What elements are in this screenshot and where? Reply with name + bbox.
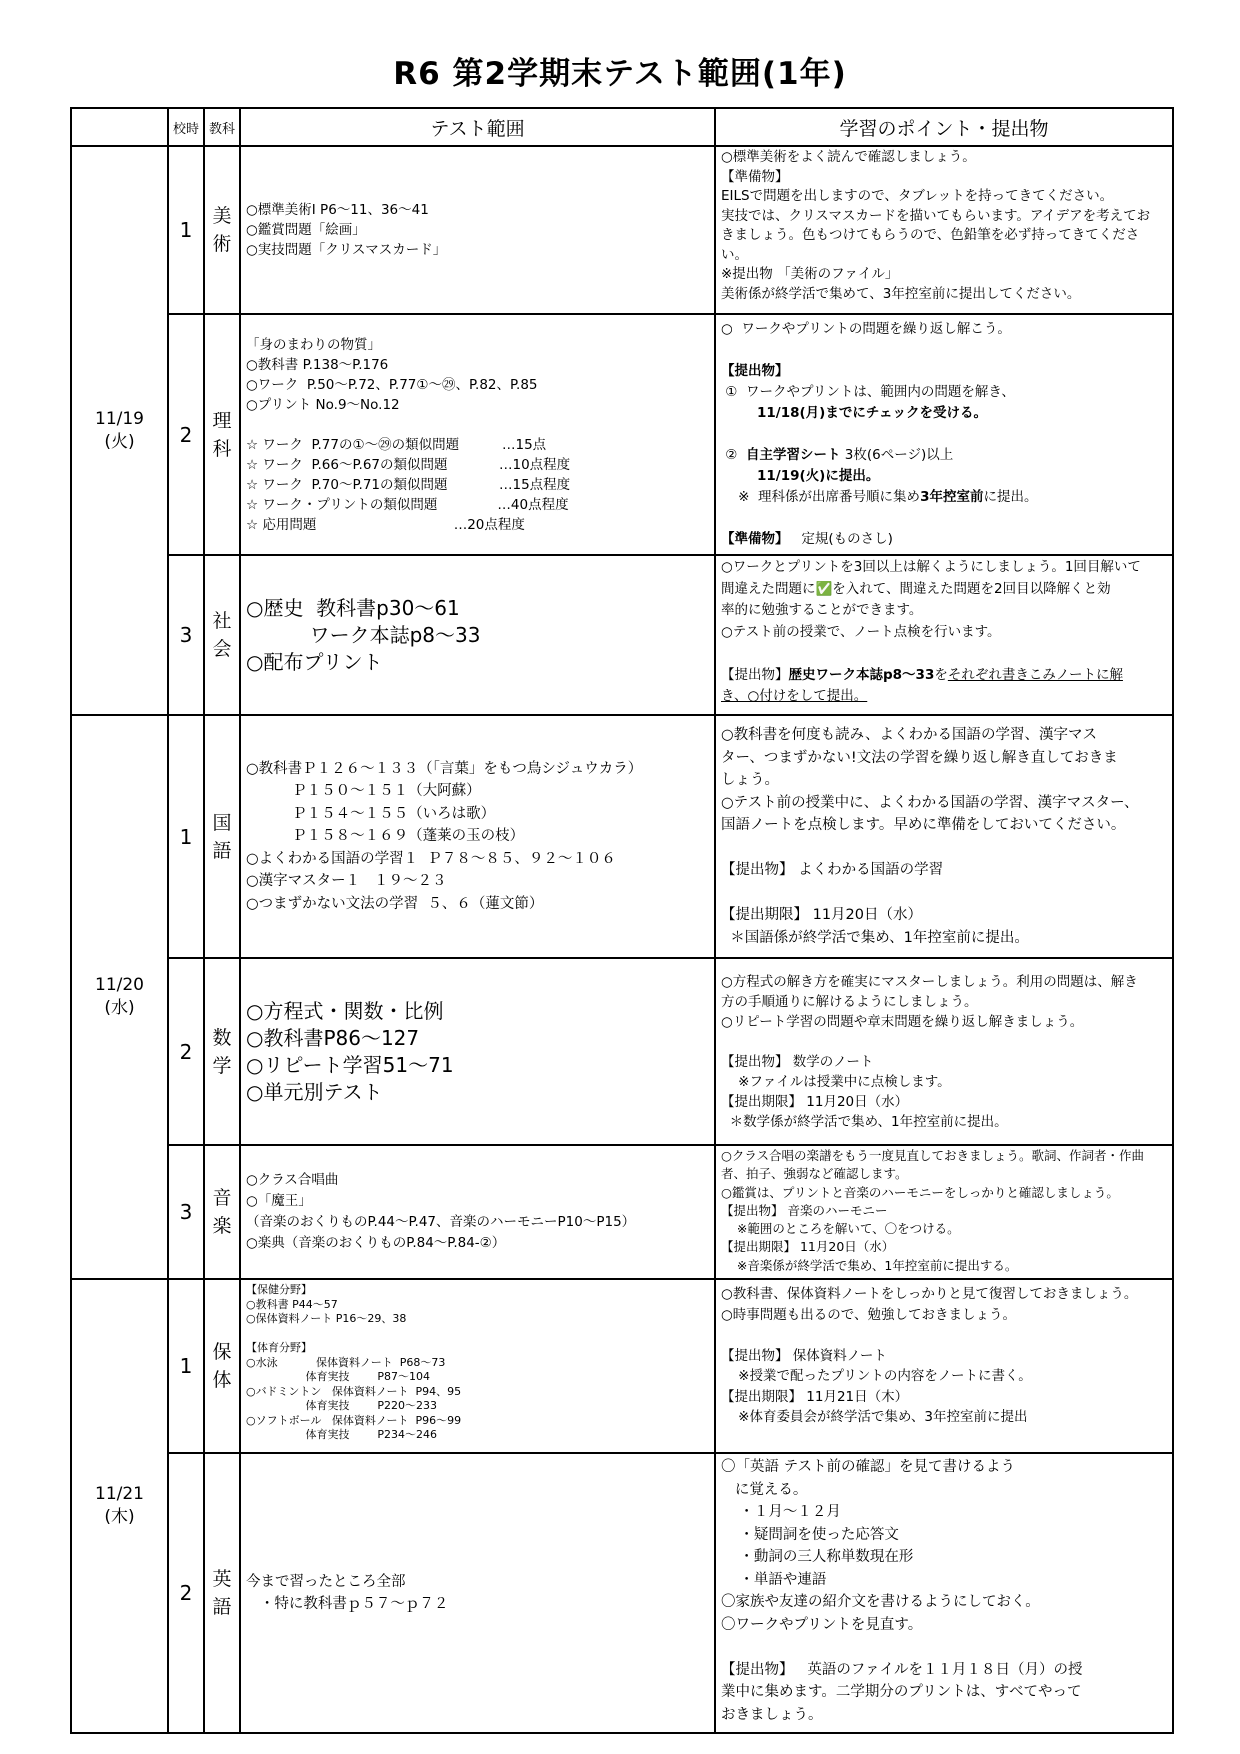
table-row bbox=[71, 1453, 1173, 1733]
header-blank bbox=[71, 108, 168, 146]
date-cell bbox=[71, 146, 168, 715]
range-line: 【保健分野】 bbox=[246, 1283, 312, 1297]
period-cell: 2 bbox=[168, 1453, 204, 1733]
range-line: 体育実技 P234～246 bbox=[246, 1428, 438, 1442]
range-line: ○保体資料ノート P16～29、38 bbox=[246, 1312, 407, 1326]
period-cell: 2 bbox=[168, 958, 204, 1145]
header-range: テスト範囲 bbox=[240, 108, 715, 146]
points-cell bbox=[715, 314, 1173, 555]
range-cell bbox=[240, 715, 715, 958]
points-line: ○ ワークやプリントの問題を繰り返し解こう。 bbox=[721, 321, 1011, 337]
range-line: ☆ ワーク P.77の①～㉙の類似問題 …15点 bbox=[246, 436, 547, 453]
points-line: ○標準美術をよく読んで確認しましょう。 bbox=[721, 149, 976, 165]
period-cell: 1 bbox=[168, 715, 204, 958]
subject-char: 学 bbox=[212, 1054, 232, 1077]
points-cell bbox=[715, 1145, 1173, 1279]
points-line: ○方程式の解き方を確実にマスターしましょう。利用の問題は、解き bbox=[721, 973, 1138, 990]
subject-cell bbox=[204, 1453, 240, 1733]
points-cell bbox=[715, 1279, 1173, 1453]
subject-char: 英 bbox=[212, 1568, 232, 1591]
subject-char: 数 bbox=[212, 1026, 232, 1049]
points-line: 【提出期限】 11月21日（木） bbox=[721, 1388, 909, 1405]
period-cell: 1 bbox=[168, 146, 204, 314]
points-line: 率的に勉強することができます。 bbox=[721, 602, 923, 618]
subject-cell bbox=[204, 146, 240, 314]
date: 11/20 bbox=[95, 975, 144, 996]
range-line: ○「魔王」 bbox=[246, 1193, 312, 1210]
range-line: ○漢字マスター１ １９～２３ bbox=[246, 873, 447, 890]
points-line: 間違えた問題に✅を入れて、間違えた問題を2回目以降解くと効 bbox=[721, 580, 1111, 597]
range-line: 体育実技 P87～104 bbox=[246, 1370, 431, 1384]
points-line: ○時事問題も出るので、勉強しておきましょう。 bbox=[721, 1306, 1017, 1323]
points-line: ・動詞の三人称単数現在形 bbox=[721, 1549, 914, 1566]
points-line: 【準備物】 bbox=[721, 168, 789, 185]
subject-char: 語 bbox=[212, 1596, 232, 1619]
points-line: ① ワークやプリントは、範囲内の問題を解き、 bbox=[721, 384, 1015, 400]
page-title: R6 第2学期末テスト範囲(1年) bbox=[393, 56, 847, 92]
points-line: 【提出物】歴史ワーク本誌p8～33をそれぞれ書きこみノートに解 bbox=[721, 666, 1123, 683]
points-line: ＊国語係が終学活で集め、1年控室前に提出。 bbox=[721, 929, 1029, 946]
points-line: 11/18(月)までにチェックを受ける。 bbox=[757, 405, 987, 421]
points-line: ター、つまずかない!文法の学習を繰り返し解き直しておきま bbox=[721, 749, 1118, 766]
range-line: ○歴史 教科書p30～61 bbox=[246, 595, 460, 620]
header-row bbox=[71, 108, 1173, 146]
range-line: ○配布プリント bbox=[246, 649, 383, 674]
range-cell bbox=[240, 314, 715, 555]
points-line: い。 bbox=[721, 246, 748, 263]
range-cell bbox=[240, 958, 715, 1145]
range-line: ○教科書P86～127 bbox=[246, 1025, 420, 1050]
points-line bbox=[721, 882, 1167, 905]
subject-char: 保 bbox=[212, 1341, 232, 1364]
subject-char: 語 bbox=[212, 839, 232, 862]
range-line: ○標準美術Ⅰ P6～11、36～41 bbox=[246, 202, 429, 218]
range-cell bbox=[240, 1145, 715, 1279]
points-line: ○テスト前の授業中に、よくわかる国語の学習、漢字マスター、 bbox=[721, 794, 1139, 811]
header-subject: 教科 bbox=[204, 108, 240, 146]
points-line bbox=[721, 837, 1167, 860]
weekday: (水) bbox=[104, 998, 135, 1019]
subject-char: 美 bbox=[212, 205, 232, 227]
range-line: 「身のまわりの物質」 bbox=[246, 336, 381, 353]
subject-char: 国 bbox=[212, 811, 232, 834]
range-line: ○プリント No.9～No.12 bbox=[246, 396, 400, 413]
range-line: ☆ ワーク P.66～P.67の類似問題 …10点程度 bbox=[246, 456, 571, 473]
points-cell bbox=[715, 1453, 1173, 1733]
period-cell: 3 bbox=[168, 1145, 204, 1279]
points-cell bbox=[715, 555, 1173, 715]
points-line: ※範囲のところを解いて、〇をつける。 bbox=[721, 1221, 960, 1237]
points-line: 【提出期限】 11月20日（水） bbox=[721, 1093, 909, 1110]
range-line: ○つまずかない文法の学習 ５、６（蓮文節） bbox=[246, 895, 544, 912]
points-line: ② 自主学習シート 3枚(6ページ)以上 bbox=[721, 447, 954, 463]
points-line: ・単語や連語 bbox=[721, 1571, 827, 1588]
points-line: 【提出期限】 11月20日（水） bbox=[721, 1239, 895, 1255]
subject-char: 会 bbox=[212, 638, 232, 660]
range-line: ☆ ワーク・プリントの類似問題 …40点程度 bbox=[246, 496, 569, 513]
points-cell bbox=[715, 958, 1173, 1145]
subject-cell bbox=[204, 715, 240, 958]
range-line: 【体育分野】 bbox=[246, 1341, 312, 1355]
points-line: ※ファイルは授業中に点検します。 bbox=[721, 1073, 951, 1090]
points-line: に覚える。 bbox=[721, 1481, 808, 1498]
date-cell bbox=[71, 1279, 168, 1733]
range-line: ○単元別テスト bbox=[246, 1079, 383, 1104]
points-line: 国語ノートを点検します。早めに準備をしておいてください。 bbox=[721, 817, 1126, 833]
subject-char: 体 bbox=[212, 1369, 232, 1392]
range-line: ワーク本誌p8～33 bbox=[246, 622, 481, 647]
points-line: 【提出物】 音楽のハーモニー bbox=[721, 1202, 888, 1218]
subject-cell bbox=[204, 958, 240, 1145]
range-line: ・特に教科書ｐ５７～ｐ７２ bbox=[246, 1596, 449, 1613]
points-line: 【提出物】 よくわかる国語の学習 bbox=[721, 862, 944, 878]
points-line: 方の手順通りに解けるようにしましょう。 bbox=[721, 993, 978, 1010]
range-line bbox=[246, 415, 709, 435]
points-line: 〇「英語 テスト前の確認」を見て書けるよう bbox=[721, 1459, 1016, 1476]
points-line: 美術係が終学活で集めて、3年控室前に提出してください。 bbox=[721, 285, 1081, 302]
range-line: 今まで習ったところ全部 bbox=[246, 1573, 406, 1590]
range-line: Ｐ１５４～１５５（いろは歌） bbox=[246, 805, 496, 822]
range-line: ○鑑賞問題「絵画」 bbox=[246, 222, 366, 238]
points-line: EILSで問題を出しますので、タブレットを持ってきてください。 bbox=[721, 188, 1114, 204]
subject-char: 社 bbox=[212, 610, 232, 632]
points-line: ※提出物 「美術のファイル」 bbox=[721, 266, 899, 282]
range-cell bbox=[240, 555, 715, 715]
points-line: 〇ワークやプリントを見直す。 bbox=[721, 1616, 923, 1633]
test-range-table bbox=[70, 107, 1174, 1734]
table-row bbox=[71, 146, 1173, 314]
weekday: (火) bbox=[104, 431, 135, 452]
period-cell: 3 bbox=[168, 555, 204, 715]
subject-char: 楽 bbox=[212, 1215, 232, 1238]
points-line bbox=[721, 1032, 1167, 1052]
range-line: ○実技問題「クリスマスカード」 bbox=[246, 242, 447, 258]
subject-char: 理 bbox=[212, 409, 232, 432]
table-row bbox=[71, 314, 1173, 555]
range-line: ○リピート学習51～71 bbox=[246, 1052, 454, 1077]
range-line: ○バドミントン 保体資料ノート P94、95 bbox=[246, 1384, 462, 1398]
date-cell bbox=[71, 715, 168, 1279]
points-line: 【提出物】 bbox=[721, 363, 789, 379]
subject-cell bbox=[204, 1145, 240, 1279]
table-row bbox=[71, 555, 1173, 715]
points-line: ※体育委員会が終学活で集め、3年控室前に提出 bbox=[721, 1409, 1028, 1426]
range-line: ○教科書 P44～57 bbox=[246, 1297, 338, 1311]
header-period: 校時 bbox=[168, 108, 204, 146]
points-line: ・１月～１２月 bbox=[721, 1504, 841, 1521]
points-line: ○教科書を何度も読み、よくわかる国語の学習、漢字マス bbox=[721, 727, 1098, 743]
subject-char: 科 bbox=[212, 437, 232, 460]
table-row bbox=[71, 958, 1173, 1145]
points-line: 【提出物】 数学のノート bbox=[721, 1053, 874, 1070]
period-cell: 1 bbox=[168, 1279, 204, 1453]
points-line: 【提出期限】 11月20日（水） bbox=[721, 907, 923, 923]
points-line: ※授業で配ったプリントの内容をノートに書く。 bbox=[721, 1368, 1032, 1385]
range-line: 体育実技 P220～233 bbox=[246, 1399, 438, 1413]
points-line bbox=[721, 1636, 1167, 1659]
header-points: 学習のポイント・提出物 bbox=[715, 108, 1173, 146]
points-line: き、○付けをして提出。 bbox=[721, 688, 868, 704]
range-line: ○水泳 保体資料ノート P68～73 bbox=[246, 1355, 446, 1369]
points-line bbox=[721, 1325, 1167, 1346]
points-line: ○クラス合唱の楽譜をもう一度見直しておきましょう。歌詞、作詞者・作曲 bbox=[721, 1148, 1145, 1163]
points-line: 者、拍子、強弱など確認します。 bbox=[721, 1166, 908, 1182]
range-line: ☆ 応用問題 …20点程度 bbox=[246, 516, 525, 533]
points-line: ・疑問詞を使った応答文 bbox=[721, 1526, 899, 1543]
subject-cell bbox=[204, 555, 240, 715]
table-row bbox=[71, 1279, 1173, 1453]
range-line: ○教科書Ｐ１２６～１３３（「言葉」をもつ鳥シジュウカラ） bbox=[246, 760, 643, 777]
range-cell bbox=[240, 146, 715, 314]
points-line: きましょう。色もつけてもらうので、色鉛筆を必ず持ってきてくださ bbox=[721, 227, 1140, 243]
points-line: 【提出物】 英語のファイルを１１月１８日（月）の授 bbox=[721, 1661, 1083, 1678]
points-cell bbox=[715, 146, 1173, 314]
points-line: 業中に集めます。二学期分のプリントは、すべてやって bbox=[721, 1684, 1082, 1701]
range-line: ○方程式・関数・比例 bbox=[246, 998, 444, 1023]
range-line: ○よくわかる国語の学習１ Ｐ７８～８５、９２～１０６ bbox=[246, 850, 616, 867]
points-line: 【提出物】 保体資料ノート bbox=[721, 1347, 887, 1364]
weekday: (木) bbox=[104, 1507, 135, 1528]
date: 11/21 bbox=[95, 1484, 144, 1505]
range-line bbox=[246, 1327, 709, 1342]
points-line: おきましょう。 bbox=[721, 1706, 823, 1723]
range-line: Ｐ１５０～１５１（大阿蘇） bbox=[246, 783, 481, 800]
range-line: （音楽のおくりものP.44～P.47、音楽のハーモニーP10～P15） bbox=[246, 1214, 636, 1231]
points-line: ○テスト前の授業で、ノート点検を行います。 bbox=[721, 623, 1001, 640]
range-line: ○楽典（音楽のおくりものP.84～P.84-②） bbox=[246, 1235, 506, 1252]
subject-cell bbox=[204, 314, 240, 555]
points-line: ○リピート学習の問題や章末問題を繰り返し解きましょう。 bbox=[721, 1013, 1084, 1030]
table-row bbox=[71, 1145, 1173, 1279]
subject-char: 術 bbox=[212, 233, 232, 255]
points-line: 〇家族や友達の紹介文を書けるようにしておく。 bbox=[721, 1594, 1040, 1611]
points-line: ○鑑賞は、プリントと音楽のハーモニーをしっかりと確認しましょう。 bbox=[721, 1184, 1119, 1200]
points-line: 【準備物】 定規(ものさし) bbox=[721, 531, 893, 547]
range-line: ○ワーク P.50～P.72、P.77①～㉙、P.82、P.85 bbox=[246, 376, 538, 393]
points-line: ○教科書、保体資料ノートをしっかりと見て復習しておきましょう。 bbox=[721, 1286, 1138, 1303]
range-line: ○ソフトボール 保体資料ノート P96～99 bbox=[246, 1413, 462, 1427]
subject-cell bbox=[204, 1279, 240, 1453]
points-line: 実技では、クリスマスカードを描いてもらいます。アイデアを考えてお bbox=[721, 207, 1151, 224]
points-line: しょう。 bbox=[721, 772, 779, 788]
subject-char: 音 bbox=[212, 1187, 232, 1210]
range-line: ○クラス合唱曲 bbox=[246, 1172, 339, 1189]
points-line: ※ 理科係が出席番号順に集め3年控室前に提出。 bbox=[721, 489, 1038, 505]
range-cell bbox=[240, 1453, 715, 1733]
range-line: ☆ ワーク P.70～P.71の類似問題 …15点程度 bbox=[246, 476, 571, 493]
points-line: ※音楽係が終学活で集め、1年控室前に提出する。 bbox=[721, 1257, 1018, 1273]
points-cell bbox=[715, 715, 1173, 958]
period-cell: 2 bbox=[168, 314, 204, 555]
table-row bbox=[71, 715, 1173, 958]
range-cell bbox=[240, 1279, 715, 1453]
points-line: 11/19(火)に提出。 bbox=[757, 468, 880, 484]
points-line: ＊数学係が終学活で集め、1年控室前に提出。 bbox=[721, 1113, 1008, 1130]
points-line: ○ワークとプリントを3回以上は解くようにしましょう。1回目解いて bbox=[721, 559, 1141, 575]
range-line: Ｐ１５８～１６９（蓬莱の玉の枝） bbox=[246, 828, 525, 845]
date: 11/19 bbox=[95, 408, 144, 429]
range-line: ○教科書 P.138～P.176 bbox=[246, 356, 389, 373]
